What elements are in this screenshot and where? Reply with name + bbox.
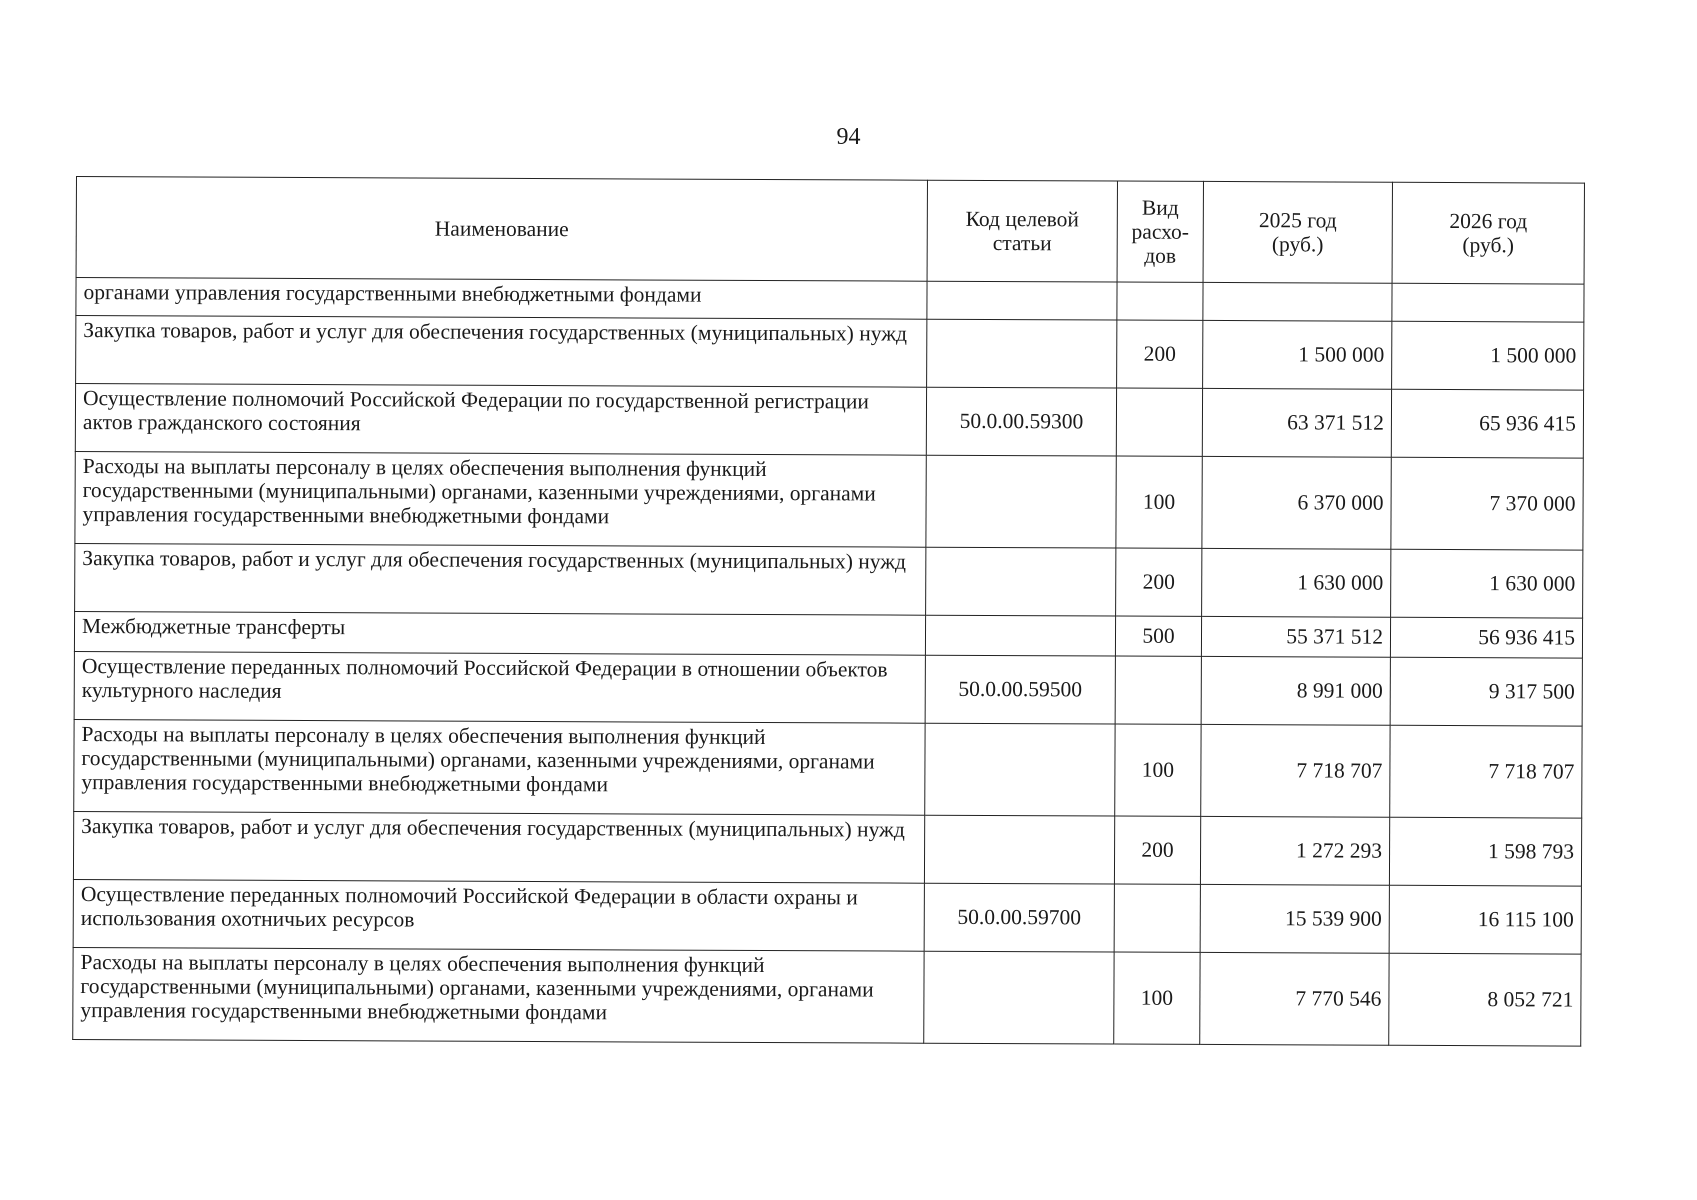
row-amount-2026: 1 598 793 — [1389, 817, 1581, 886]
table-row — [76, 316, 1584, 391]
row-target-code — [926, 455, 1116, 548]
row-target-code — [927, 281, 1117, 320]
row-amount-2026: 1 500 000 — [1392, 321, 1584, 390]
budget-table — [72, 176, 1585, 1047]
row-target-code — [924, 951, 1114, 1044]
table-row — [74, 611, 1582, 658]
row-name: Закупка товаров, работ и услуг для обеспечения государственных (муниципальных) нужд — [73, 811, 924, 883]
row-expense-kind — [1117, 282, 1203, 320]
row-target-code: 50.0.00.59500 — [925, 655, 1115, 724]
row-amount-2026: 65 936 415 — [1391, 389, 1583, 458]
header-year-2025: 2025 год (руб.) — [1203, 181, 1392, 283]
row-target-code — [926, 547, 1116, 616]
row-name: Расходы на выплаты персоналу в целях обеспечения выполнения функций государственными (муниципальными) органами, казенными учреждениями, органами управления государственными внебюджетными фондами — [74, 719, 925, 815]
table-row — [73, 947, 1581, 1046]
row-target-code — [925, 723, 1115, 816]
row-name: Закупка товаров, работ и услуг для обеспечения государственных (муниципальных) нужд — [75, 543, 926, 615]
row-amount-2025: 7 770 546 — [1200, 952, 1389, 1045]
row-amount-2026: 1 630 000 — [1391, 549, 1583, 618]
row-expense-kind: 100 — [1115, 724, 1201, 816]
row-amount-2026: 8 052 721 — [1389, 953, 1581, 1046]
row-amount-2026: 9 317 500 — [1390, 657, 1582, 726]
table-row — [75, 543, 1583, 618]
row-amount-2025: 55 371 512 — [1201, 616, 1390, 657]
row-name: органами управления государственными внебюджетными фондами — [76, 278, 927, 320]
table-row — [73, 811, 1581, 886]
row-name: Межбюджетные трансферты — [74, 611, 925, 655]
row-name: Осуществление переданных полномочий Российской Федерации в отношении объектов культурного наследия — [74, 651, 925, 723]
table-row — [76, 278, 1584, 323]
row-target-code: 50.0.00.59700 — [924, 883, 1114, 952]
row-amount-2025: 7 718 707 — [1201, 724, 1390, 817]
row-name: Расходы на выплаты персоналу в целях обеспечения выполнения функций государственными (муниципальными) органами, казенными учреждениями, органами управления государственными внебюджетными фондами — [73, 947, 924, 1043]
row-expense-kind: 500 — [1115, 616, 1201, 656]
table-row — [74, 651, 1582, 726]
row-amount-2026 — [1392, 283, 1584, 322]
row-expense-kind — [1114, 884, 1200, 952]
table-row — [75, 451, 1583, 550]
page-number: 94 — [836, 124, 861, 150]
row-expense-kind: 200 — [1114, 816, 1200, 884]
row-target-code — [924, 815, 1114, 884]
row-amount-2025: 63 371 512 — [1202, 388, 1391, 457]
row-amount-2025: 8 991 000 — [1201, 656, 1390, 725]
header-name: Наименование — [76, 177, 927, 282]
row-amount-2025 — [1203, 282, 1392, 321]
row-name: Осуществление переданных полномочий Российской Федерации в области охраны и использования охотничьих ресурсов — [73, 879, 924, 951]
row-expense-kind: 100 — [1116, 456, 1202, 548]
row-amount-2026: 56 936 415 — [1390, 617, 1582, 658]
row-amount-2026: 7 718 707 — [1390, 725, 1582, 818]
row-expense-kind — [1115, 656, 1201, 724]
header-code: Код целевой статьи — [927, 180, 1117, 282]
row-target-code — [925, 615, 1115, 656]
row-amount-2025: 1 272 293 — [1200, 816, 1389, 885]
row-amount-2025: 6 370 000 — [1202, 456, 1391, 549]
table-header-row — [76, 177, 1584, 285]
row-target-code: 50.0.00.59300 — [926, 387, 1116, 456]
row-target-code — [927, 319, 1117, 388]
row-amount-2026: 7 370 000 — [1391, 457, 1583, 550]
row-amount-2025: 1 500 000 — [1203, 320, 1392, 389]
row-name: Закупка товаров, работ и услуг для обеспечения государственных (муниципальных) нужд — [76, 316, 927, 388]
row-amount-2025: 1 630 000 — [1202, 548, 1391, 617]
table-row — [74, 719, 1582, 818]
row-expense-kind — [1116, 388, 1202, 456]
row-name: Осуществление полномочий Российской Федерации по государственной регистрации актов гражданского состояния — [75, 384, 926, 456]
row-expense-kind: 200 — [1117, 320, 1203, 388]
row-expense-kind: 200 — [1116, 548, 1202, 616]
table-row — [73, 879, 1581, 954]
header-year-2026: 2026 год (руб.) — [1392, 182, 1584, 284]
table-row — [75, 384, 1583, 459]
row-expense-kind: 100 — [1114, 952, 1200, 1044]
header-kind: Вид расхо- дов — [1117, 181, 1203, 282]
row-amount-2025: 15 539 900 — [1200, 884, 1389, 953]
row-name: Расходы на выплаты персоналу в целях обеспечения выполнения функций государственными (муниципальными) органами, казенными учреждениями, органами управления государственными внебюджетными фондами — [75, 451, 926, 547]
row-amount-2026: 16 115 100 — [1389, 885, 1581, 954]
